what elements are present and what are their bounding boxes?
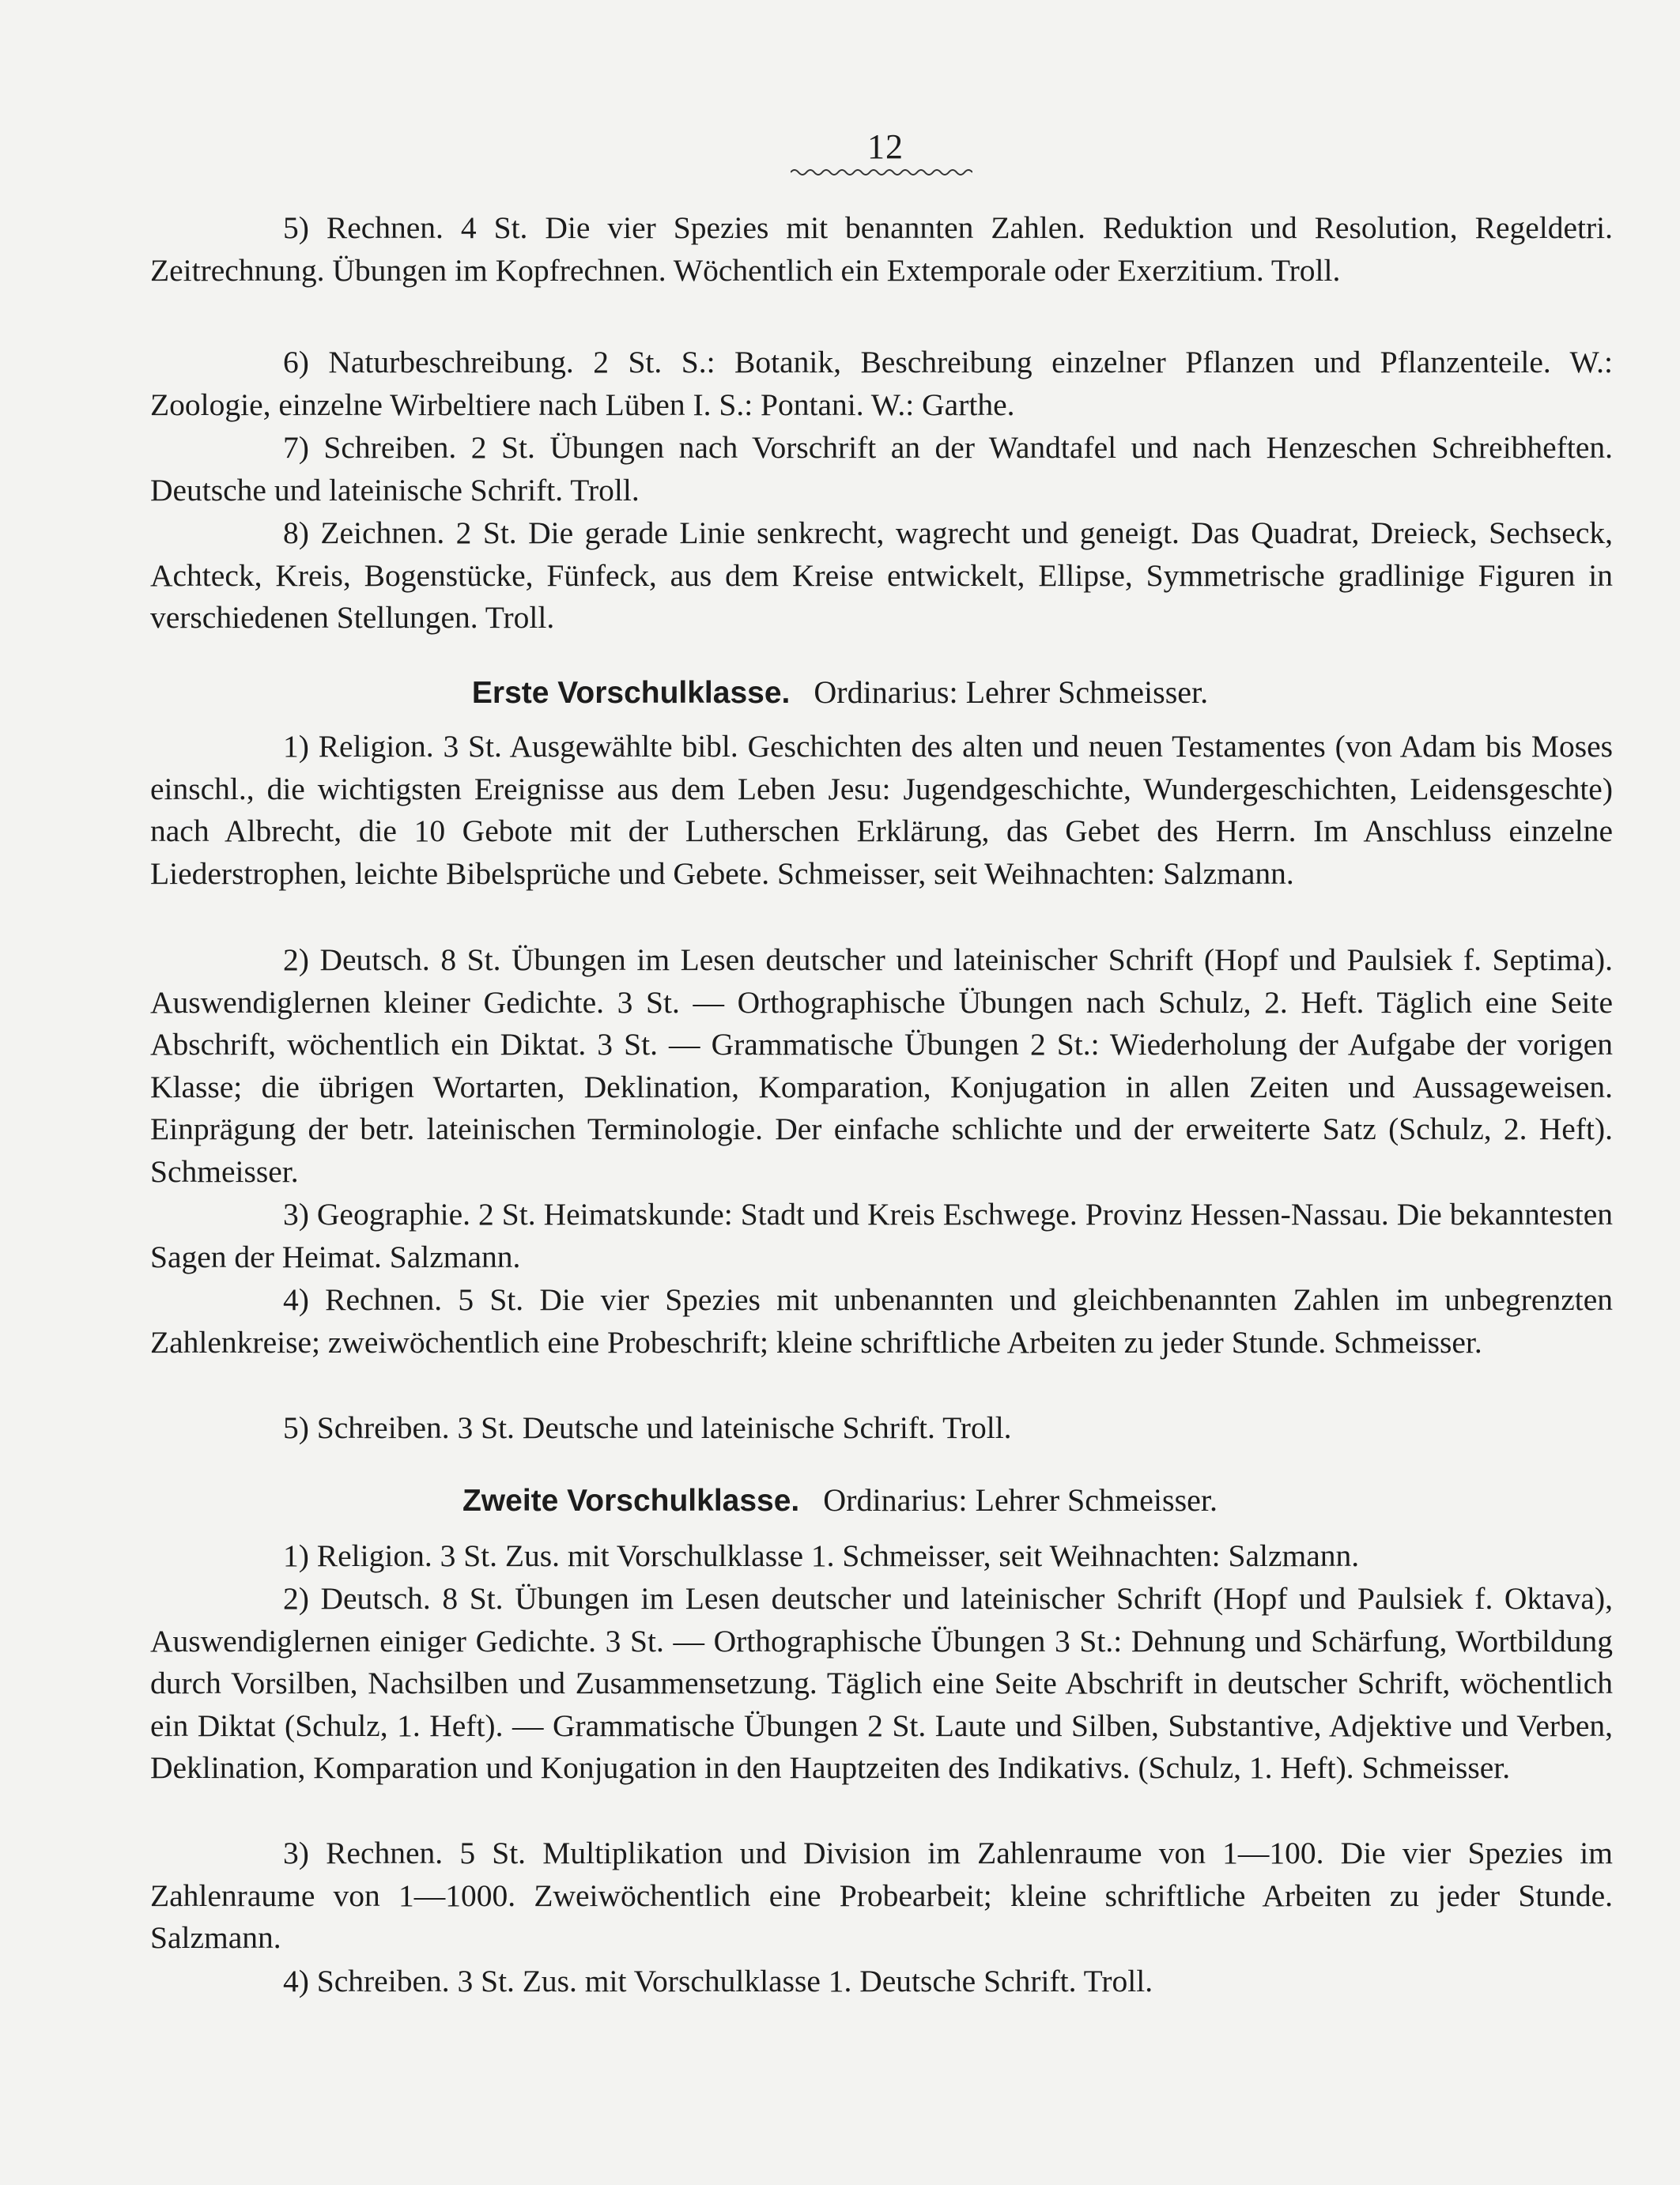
paragraph-rechnen: 5) Rechnen. 4 St. Die vier Spezies mit benannten Zahlen. Reduktion und Resolution, Regeldetri. Zeitrechnung. Übungen im Kopfrechnen. Wöchentlich ein Extemporale oder Exerzitium. Troll. (150, 210, 1613, 288)
paragraph-religion-1: 1) Religion. 3 St. Ausgewählte bibl. Geschichten des alten und neuen Testamentes (von Adam bis Moses einschl., die wichtigsten Ereignisse aus dem Leben Jesu: Jugendgeschichte, Wundergeschichten, Leidensgeschte) nach Albrecht, die 10 Gebote mit der Lutherschen Erklärung, das Gebet des Herrn. Im Anschluss einzelne Liederstrophen, leichte Bibelsprüche und Gebete. Schmeisser, seit Weihnachten: Salzmann. (150, 729, 1613, 891)
paragraph-schreiben: 7) Schreiben. 2 St. Übungen nach Vorschrift an der Wandtafel und nach Henzeschen Schreibheften. Deutsche und lateinische Schrift. Troll. (150, 430, 1613, 508)
paragraph-deutsch-1: 2) Deutsch. 8 St. Übungen im Lesen deutscher und lateinischer Schrift (Hopf und Paulsiek f. Septima). Auswendiglernen kleiner Gedichte. 3 St. — Orthographische Übungen nach Schulz, 2. Heft. Täglich eine Seite Abschrift, wöchentlich ein Diktat. 3 St. — Grammatische Übungen 2 St.: Wiederholung der Aufgabe der vorigen Klasse; die übrigen Wortarten, Deklination, Komparation, Konjugation in allen Zeiten und Aussageweisen. Einprägung der betr. lateinischen Terminologie. Der einfache schlichte und der erweiterte Satz (Schulz, 2. Heft). Schmeisser. (150, 942, 1613, 1189)
page-number: 12 (867, 127, 904, 166)
section-heading-erste (0, 672, 1680, 714)
paragraph-schreiben-2: 4) Schreiben. 3 St. Zus. mit Vorschulklasse 1. Deutsche Schrift. Troll. (283, 1964, 1153, 1998)
paragraph-zeichnen: 8) Zeichnen. 2 St. Die gerade Linie senkrecht, wagrecht und geneigt. Das Quadrat, Dreieck, Sechseck, Achteck, Kreis, Bogenstücke, Fünfeck, aus dem Kreise entwickelt, Ellipse, Symmetrische gradlinige Figuren in verschiedenen Stellungen. Troll. (150, 515, 1613, 636)
paragraph-geographie-1: 3) Geographie. 2 St. Heimatskunde: Stadt und Kreis Eschwege. Provinz Hessen-Nassau. Die bekanntesten Sagen der Heimat. Salzmann. (150, 1197, 1613, 1274)
section-title: Zweite Vorschulklasse. (462, 1484, 800, 1518)
section-ordinarius: Ordinarius: Lehrer Schmeisser. (823, 1482, 1218, 1518)
paragraph-naturbeschreibung: 6) Naturbeschreibung. 2 St. S.: Botanik, Beschreibung einzelner Pflanzen und Pflanzenteile. W.: Zoologie, einzelne Wirbeltiere nach Lüben I. S.: Pontani. W.: Garthe. (150, 345, 1613, 422)
section-heading-zweite (0, 1480, 1680, 1522)
paragraph-religion-2: 1) Religion. 3 St. Zus. mit Vorschulklasse 1. Schmeisser, seit Weihnachten: Salzmann. (283, 1538, 1360, 1573)
paragraph-schreiben-1: 5) Schreiben. 3 St. Deutsche und lateinische Schrift. Troll. (283, 1410, 1012, 1445)
paragraph-rechnen-2: 3) Rechnen. 5 St. Multiplikation und Division im Zahlenraume von 1—100. Die vier Spezies im Zahlenraume von 1—1000. Zweiwöchentlich eine Probearbeit; kleine schriftliche Arbeiten zu jeder Stunde. Salzmann. (150, 1836, 1613, 1956)
section-title: Erste Vorschulklasse. (471, 676, 791, 710)
section-ordinarius: Ordinarius: Lehrer Schmeisser. (814, 674, 1209, 710)
paragraph-deutsch-2: 2) Deutsch. 8 St. Übungen im Lesen deutscher und lateinischer Schrift (Hopf und Paulsiek f. Oktava), Auswendiglernen einiger Gedichte. 3 St. — Orthographische Übungen 3 St.: Dehnung und Schärfung, Wortbildung durch Vorsilben, Nachsilben und Zusammensetzung. Täglich eine Seite Abschrift in deutscher Schrift, wöchentlich ein Diktat (Schulz, 1. Heft). — Grammatische Übungen 2 St. Laute und Silben, Substantive, Adjektive und Verben, Deklination, Komparation und Konjugation in den Hauptzeiten des Indikativs. (Schulz, 1. Heft). Schmeisser. (150, 1581, 1613, 1786)
paragraph-rechnen-1: 4) Rechnen. 5 St. Die vier Spezies mit unbenannten und gleichbenannten Zahlen im unbegrenzten Zahlenkreise; zweiwöchentlich eine Probeschrift; kleine schriftliche Arbeiten zu jeder Stunde. Schmeisser. (150, 1282, 1613, 1360)
ornament-rule (791, 166, 972, 179)
